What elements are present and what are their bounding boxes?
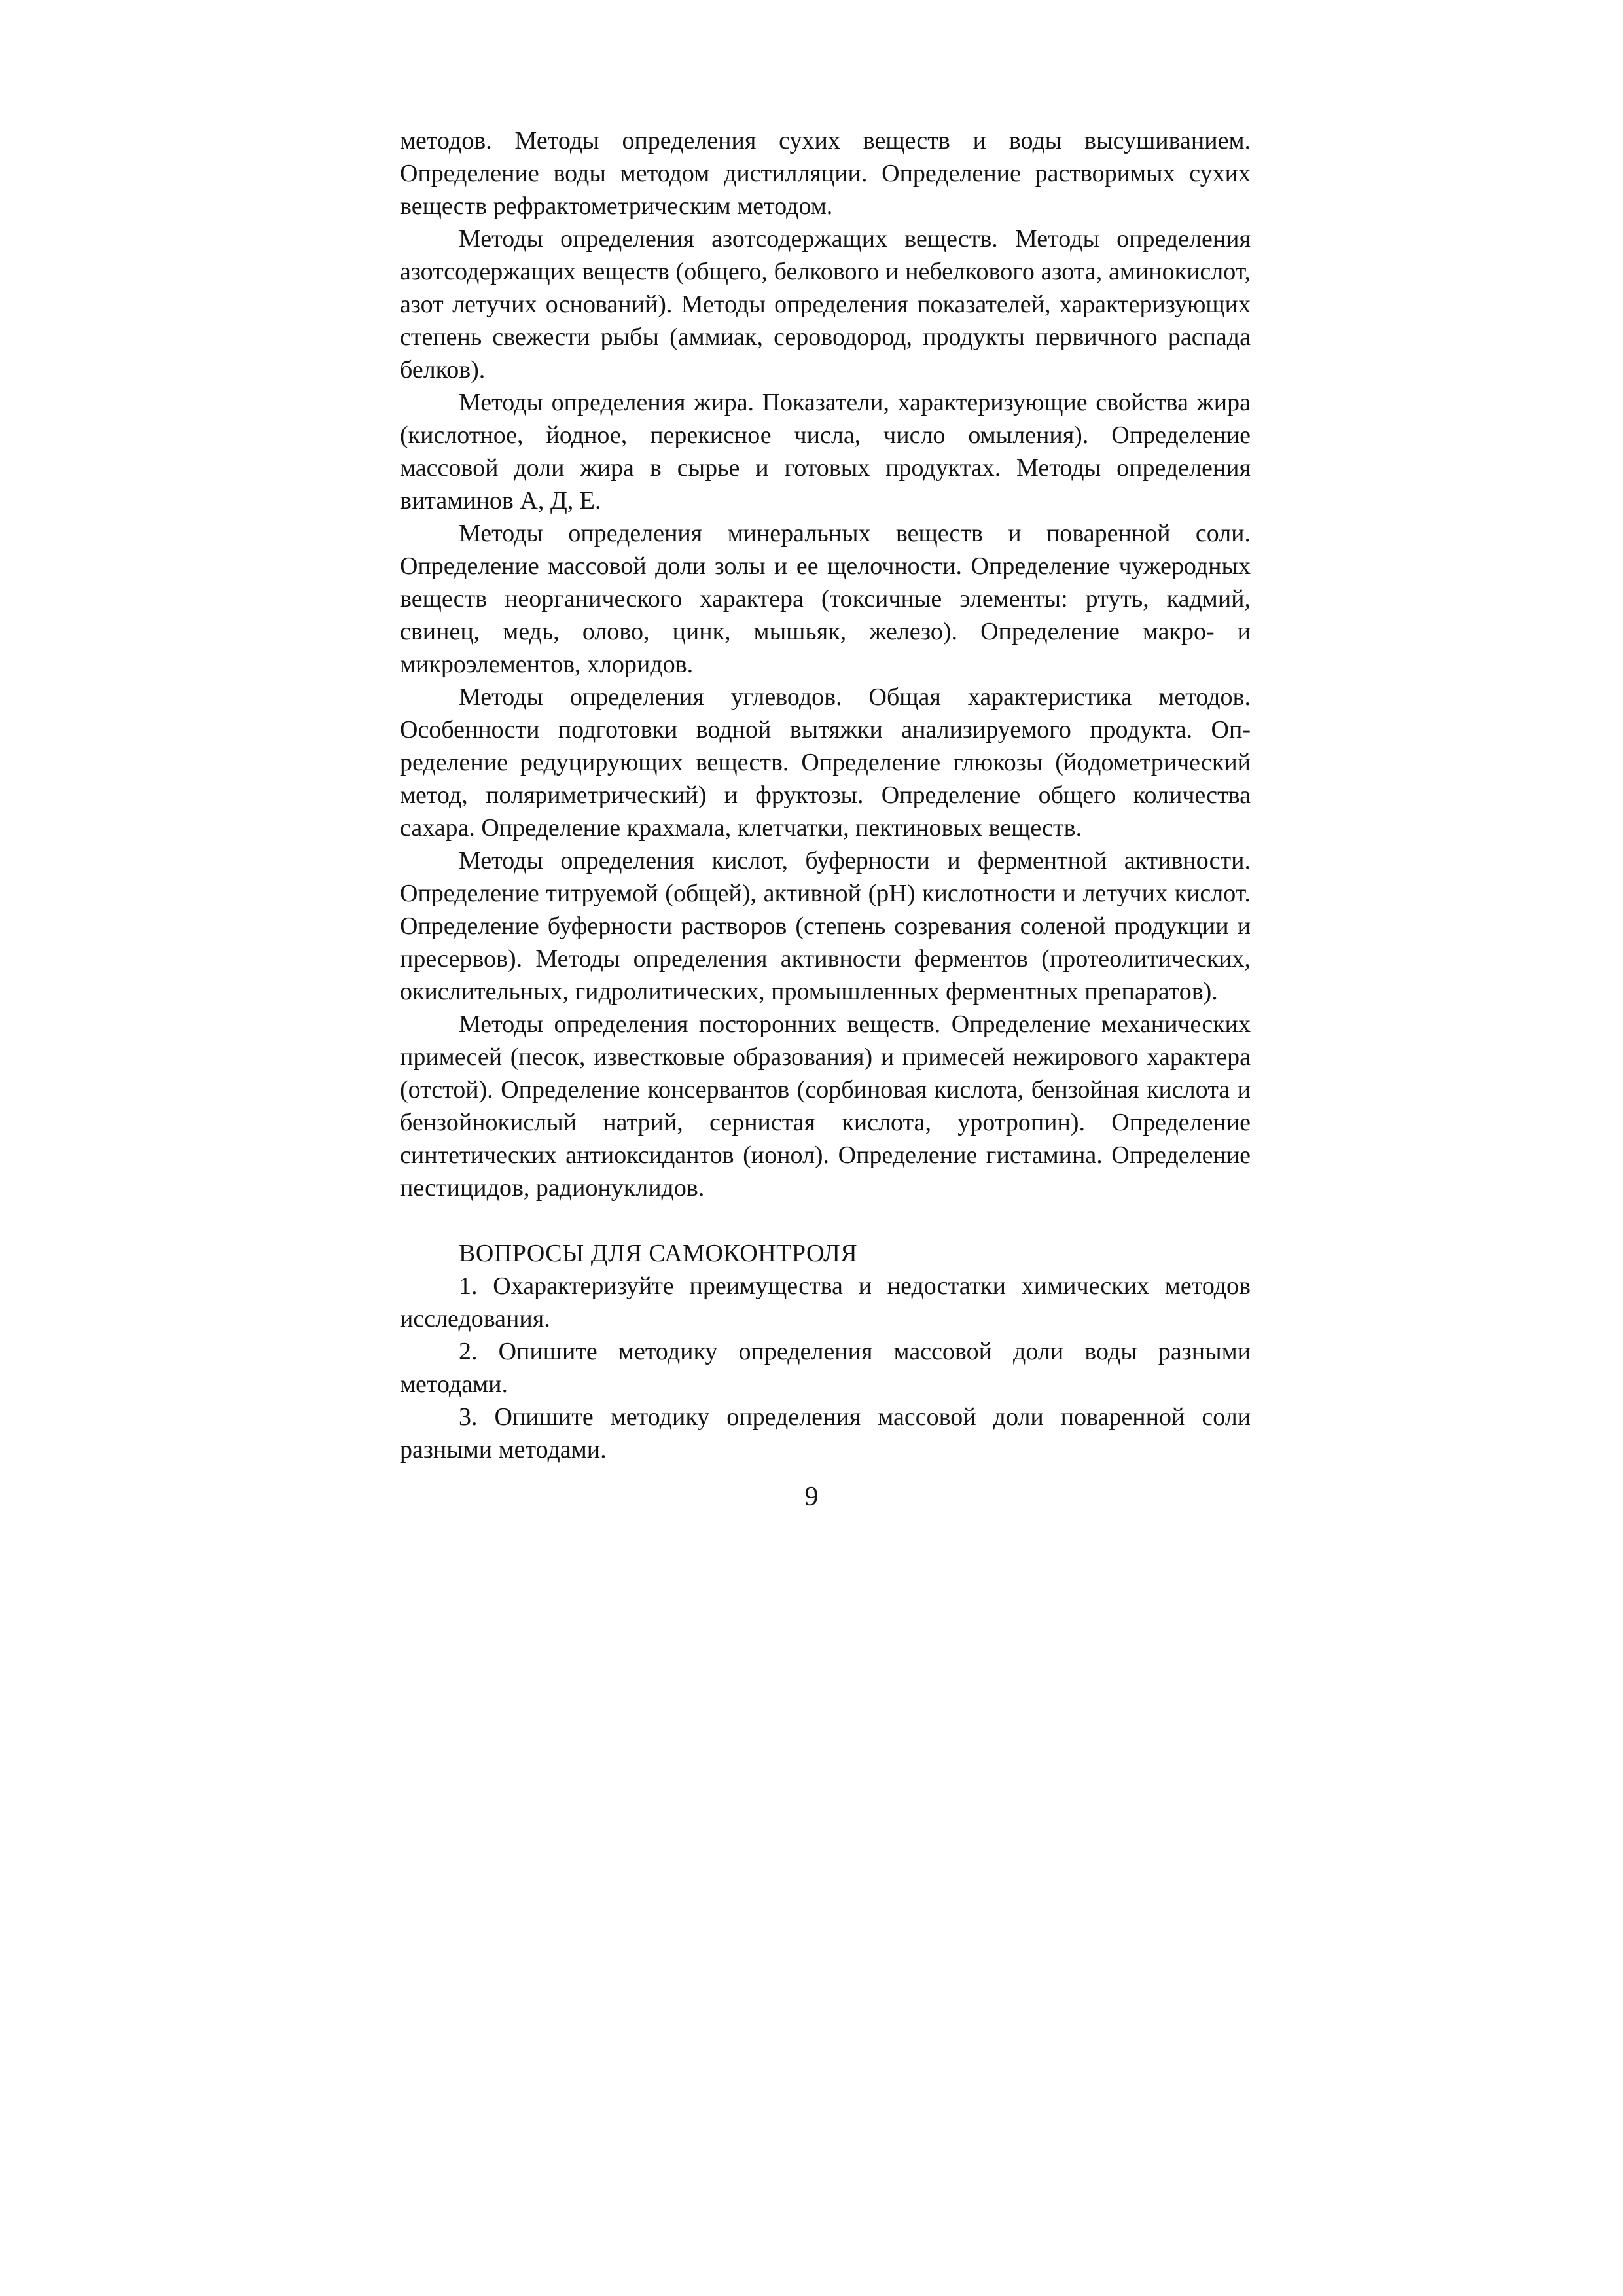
question-item-2: 2. Опишите методику определения массовой доли воды разными методами. xyxy=(400,1338,1251,1398)
paragraph-nitrogen-methods: Методы определения азотсодержащих веществ. Методы определения азотсодержащих веществ (общего, белкового и небелкового азота, аминокислот, азот летучих оснований). Методы определения показателей, характеризующих степень свежести рыбы (аммиак, сероводород, продукты первичного распада белков). xyxy=(400,225,1251,384)
question-item-1: 1. Охарактеризуйте преимущества и недостатки химических методов исследования. xyxy=(400,1272,1251,1333)
section-heading-self-check: ВОПРОСЫ ДЛЯ САМОКОНТРОЛЯ xyxy=(459,1240,858,1267)
paragraph-dry-matter-methods: методов. Методы определения сухих веществ и воды высушиванием. Определение воды методом дистилляции. Определение растворимых сухих веществ рефрактометрическим методом. xyxy=(400,127,1251,220)
paragraph-acid-enzyme-methods: Методы определения кислот, буферности и ферментной активности. Определение титруемой (общей), активной (pH) кислотности и летучих кислот. Определение буферности растворов (степень созревания соленой продукции и пресервов). Методы определения активности ферментов (протеолитических, окислительных, гидролитических, промышленных ферментных препаратов). xyxy=(400,847,1251,1005)
paragraph-carbohydrate-methods: Методы определения углеводов. Общая характеристика методов. Особенности подготовки водной вытяжки анализируемого продукта. Определение редуцирующих веществ. Определение глюкозы (йодометрический метод, поляриметрический) и фруктозы. Определение общего количества сахара. Определение крахмала, клетчатки, пектиновых веществ. xyxy=(400,683,1251,842)
paragraph-fat-methods: Методы определения жира. Показатели, характеризующие свойства жира (кислотное, йодное, перекисное числа, число омыления). Определение массовой доли жира в сырье и готовых продуктах. Методы определения витаминов А, Д, Е. xyxy=(400,389,1251,514)
question-item-3: 3. Опишите методику определения массовой доли поваренной соли разными методами. xyxy=(400,1403,1251,1463)
paragraph-mineral-methods: Методы определения минеральных веществ и поваренной соли. Определение массовой доли золы и ее щелочности. Определение чужеродных веществ неорганического характера (токсичные элементы: ртуть, кадмий, свинец, медь, олово, цинк, мышьяк, железо). Определение макро- и микроэлементов, хлоридов. xyxy=(400,520,1251,678)
page-body xyxy=(400,124,1251,1466)
paragraph-foreign-substance-methods: Методы определения посторонних веществ. Определение механических примесей (песок, известковые образования) и примесей нежирового характера (отстой). Определение консервантов (сорбиновая кислота, бензойная кислота и бензойнокислый натрий, сернистая кислота, уротропин). Определение синтетических антиоксидантов (ионол). Определение гистамина. Определение пестицидов, радионуклидов. xyxy=(400,1011,1251,1202)
page-number: 9 xyxy=(804,1482,819,1512)
